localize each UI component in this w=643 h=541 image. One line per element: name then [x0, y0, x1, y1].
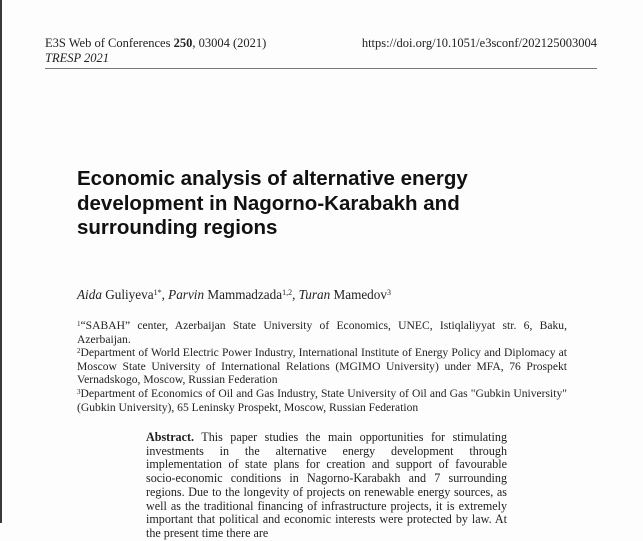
window-left-border — [0, 0, 2, 523]
abstract-label: Abstract. — [146, 430, 195, 444]
affiliation: $^3$Department of Economics of Oil and Gas Industry, State University of Oil and Gas "Gubkin University" (Gubkin University), 65 Leninsky Prospekt, Moscow, Russian Federation — [77, 386, 567, 414]
affiliation: $^1$“SABAH” center, Azerbaijan State University of Economics, UNEC, Istiqlaliyyat str. 6, Baku, Azerbaijan. — [77, 319, 567, 346]
author: Parvin Mammadzada$^{1,2}$, — [168, 287, 299, 302]
journal-line — [45, 36, 266, 51]
paper-title: Economic analysis of alternative energy development in Nagorno-Karabakh and surrounding regions — [77, 167, 468, 239]
author: Aida Guliyeva$^{1*}$, — [77, 287, 169, 302]
abstract — [146, 431, 507, 541]
author: Turan Mamedov$^3$ — [298, 287, 391, 302]
affiliation: $^2$Department of World Electric Power Industry, International Institute of Energy Policy and Diplomacy at Moscow State University of International Relations (MGIMO University) under MFA, 76 Prospekt Vernadskogo, Moscow, Russian Federation — [77, 346, 567, 387]
running-header-left — [45, 36, 266, 66]
conference-name: TRESP 2021 — [45, 51, 110, 65]
abstract-text: This paper studies the main opportunities for stimulating investments in the alternative energy development through implementation of state plans for creation and support of favourable socio-economic conditions in Nagorno-Karabakh and 7 surrounding regions. Due to the longevity of projects on renewable energy sources, as well as the traditional financing of infrastructure projects, it is extremely important that political and economic interests were protected by law. At the present time there are — [146, 430, 507, 540]
article-info: , 03004 (2021) — [192, 36, 267, 50]
journal-volume: 250 — [173, 36, 193, 50]
author-list — [77, 287, 391, 303]
doi-link[interactable]: https://doi.org/10.1051/e3sconf/202125003004 — [361, 36, 597, 50]
affiliations — [77, 319, 567, 414]
header-rule — [45, 68, 597, 69]
journal-name: E3S Web of Conferences — [45, 36, 171, 50]
